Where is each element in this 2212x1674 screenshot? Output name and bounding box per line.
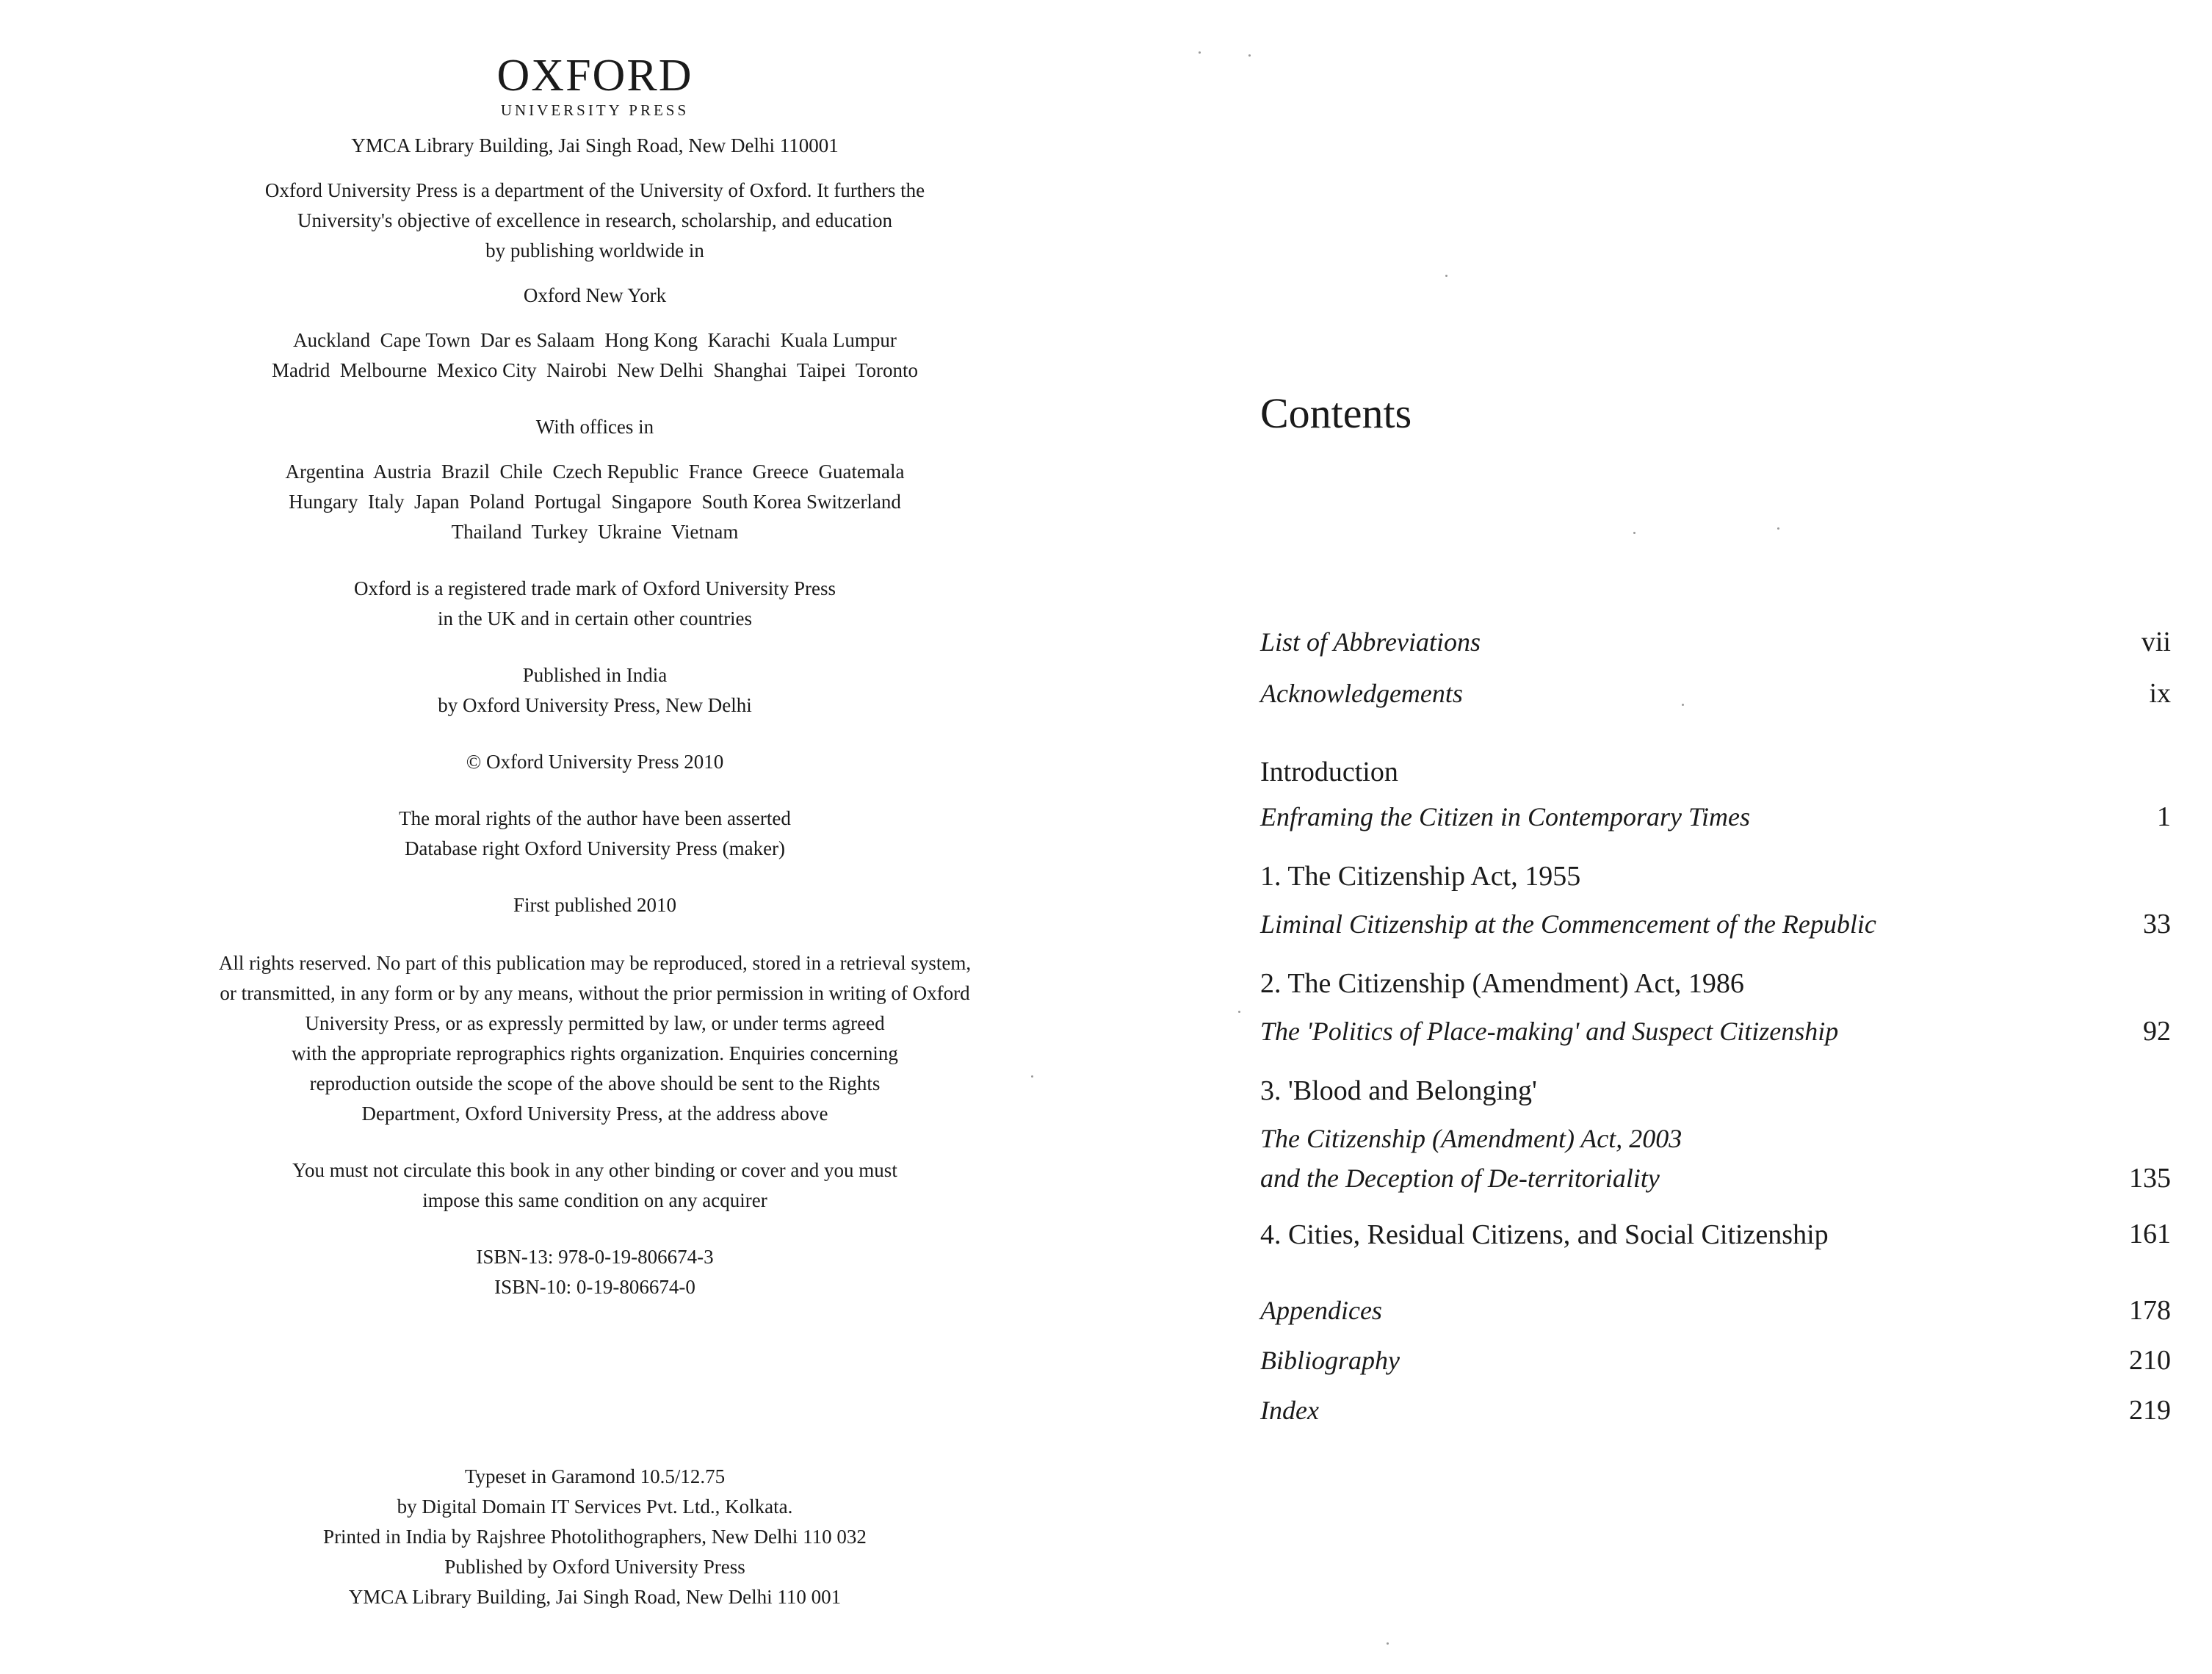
typeset-line: Typeset in Garamond 10.5/12.75 <box>464 1465 726 1487</box>
circulate-line: impose this same condition on any acquirer <box>422 1189 767 1211</box>
department-line: University's objective of excellence in research, scholarship, and education <box>297 209 893 231</box>
copyright-notice: © Oxford University Press 2010 <box>466 751 724 773</box>
scan-speck <box>1387 1642 1389 1645</box>
publisher-address: YMCA Library Building, Jai Singh Road, New Delhi 110001 <box>351 134 839 156</box>
toc-entry-title: Index <box>1260 1396 1319 1425</box>
reserved-line: Department, Oxford University Press, at the address above <box>361 1103 828 1125</box>
scan-speck <box>1682 704 1684 706</box>
rights-line: Database right Oxford University Press (maker) <box>404 837 786 859</box>
published-line: Published in India <box>522 664 668 686</box>
toc-entry-title: Bibliography <box>1260 1346 1400 1375</box>
scan-speck <box>1031 1075 1033 1078</box>
toc-entry-title: 2. The Citizenship (Amendment) Act, 1986 <box>1260 968 1744 999</box>
toc-entry-page: vii <box>2141 627 2171 657</box>
circulate-line: You must not circulate this book in any other binding or cover and you must <box>292 1159 897 1181</box>
main-cities: Oxford New York <box>523 284 667 306</box>
office-list <box>132 457 1058 547</box>
isbn-13: ISBN-13: 978-0-19-806674-3 <box>476 1246 714 1268</box>
department-statement <box>132 176 1058 266</box>
toc-entry-page: 161 <box>2129 1219 2171 1249</box>
toc-entry-title: List of Abbreviations <box>1260 627 1481 657</box>
scan-speck <box>1777 527 1779 530</box>
typeset-line: Printed in India by Rajshree Photolithographers, New Delhi 110 032 <box>323 1526 867 1548</box>
typeset-line: Published by Oxford University Press <box>444 1556 745 1578</box>
scan-speck <box>1445 275 1447 277</box>
publisher-logo <box>132 51 1058 120</box>
toc-entry-title: 3. 'Blood and Belonging' <box>1260 1075 1537 1106</box>
typeset-line: by Digital Domain IT Services Pvt. Ltd., Kolkata. <box>397 1496 793 1518</box>
reserved-line: All rights reserved. No part of this publication may be reproduced, stored in a retrieval system, <box>218 952 972 974</box>
department-line: Oxford University Press is a department of the University of Oxford. It furthers the <box>264 179 925 201</box>
reserved-line: or transmitted, in any form or by any means, without the prior permission in writing of Oxford <box>220 982 970 1004</box>
toc-entry-title: 1. The Citizenship Act, 1955 <box>1260 861 1581 892</box>
toc-entry-title: The Citizenship (Amendment) Act, 2003 <box>1260 1124 1683 1153</box>
first-published: First published 2010 <box>513 894 676 916</box>
offices-heading: With offices in <box>535 416 654 438</box>
published-line: by Oxford University Press, New Delhi <box>438 694 752 716</box>
typeset-notice <box>132 1462 1058 1612</box>
toc-entry-title: The 'Politics of Place-making' and Suspect Citizenship <box>1260 1017 1839 1046</box>
logo-subtitle: UNIVERSITY PRESS <box>500 101 690 119</box>
toc-entry-title: Introduction <box>1260 757 1398 787</box>
trademark-line: Oxford is a registered trade mark of Oxford University Press <box>353 577 836 599</box>
toc-entry-page: 178 <box>2129 1295 2171 1326</box>
scan-speck <box>1633 532 1635 534</box>
trademark-line: in the UK and in certain other countries <box>437 607 753 629</box>
city-line: Auckland Cape Town Dar es Salaam Hong Kong Karachi Kuala Lumpur <box>293 329 897 351</box>
toc-entry-title: Enframing the Citizen in Contemporary Times <box>1260 802 1751 831</box>
scan-speck <box>1248 54 1251 57</box>
reserved-line: with the appropriate reprographics rights organization. Enquiries concerning <box>292 1042 898 1064</box>
toc-entry-title: and the Deception of De-territoriality <box>1260 1163 1660 1193</box>
toc-entry-page: 92 <box>2143 1016 2171 1047</box>
toc-entry-page: ix <box>2149 678 2171 709</box>
reserved-line: University Press, or as expressly permitted by law, or under terms agreed <box>305 1012 885 1034</box>
scan-speck <box>1238 1011 1240 1013</box>
typeset-line: YMCA Library Building, Jai Singh Road, New Delhi 110 001 <box>348 1586 842 1608</box>
city-line: Madrid Melbourne Mexico City Nairobi New Delhi Shanghai Taipei Toronto <box>271 359 919 381</box>
contents-title: Contents <box>1260 389 1412 437</box>
toc-entry-page: 210 <box>2129 1345 2171 1376</box>
toc-entry-title: 4. Cities, Residual Citizens, and Social Citizenship <box>1260 1219 1829 1250</box>
isbn-10: ISBN-10: 0-19-806674-0 <box>494 1276 695 1298</box>
rights-reserved <box>132 948 1058 1129</box>
office-line: Hungary Italy Japan Poland Portugal Singapore South Korea Switzerland <box>289 491 901 513</box>
office-line: Thailand Turkey Ukraine Vietnam <box>451 521 739 543</box>
department-line: by publishing worldwide in <box>485 239 704 261</box>
rights-notice <box>132 804 1058 864</box>
toc-entry-page: 33 <box>2143 909 2171 939</box>
isbn-block <box>132 1242 1058 1302</box>
toc-entry-page: 135 <box>2129 1163 2171 1194</box>
toc-entry-page: 219 <box>2129 1395 2171 1426</box>
rights-line: The moral rights of the author have been asserted <box>399 807 791 829</box>
toc-entry-title: Acknowledgements <box>1260 679 1463 708</box>
trademark-notice <box>132 574 1058 634</box>
published-notice <box>132 660 1058 721</box>
city-list <box>132 325 1058 386</box>
scan-speck <box>1199 51 1201 54</box>
toc-entry-title: Liminal Citizenship at the Commencement of the Republic <box>1260 909 1876 939</box>
toc-entry-title: Appendices <box>1260 1296 1382 1325</box>
imprint-page <box>132 51 1058 1302</box>
toc-entry-page: 1 <box>2157 801 2171 832</box>
logo-wordmark: OXFORD <box>496 51 693 101</box>
reserved-line: reproduction outside the scope of the above should be sent to the Rights <box>309 1072 881 1094</box>
office-line: Argentina Austria Brazil Chile Czech Republic France Greece Guatemala <box>285 461 905 483</box>
circulation-notice <box>132 1155 1058 1216</box>
